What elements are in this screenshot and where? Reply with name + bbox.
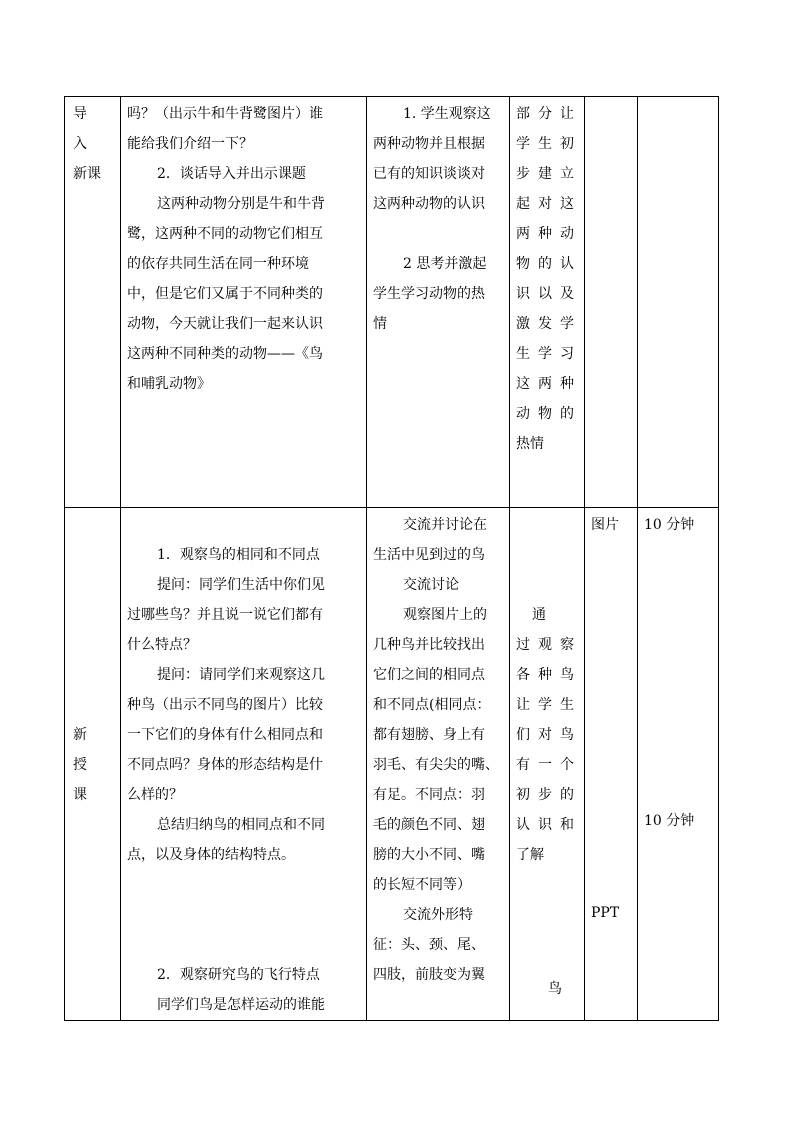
text-line: 学生学习动物的热 [373, 286, 485, 302]
student-activity-cell [367, 508, 510, 1021]
section-label-cell [65, 97, 121, 508]
text-line: 不同点吗？身体的形态结构是什 [127, 757, 323, 773]
text-line: 1. 学生观察这 [403, 106, 491, 122]
media-label: 图片 [591, 517, 619, 533]
text-line: 1．观察鸟的相同和不同点 [157, 547, 320, 563]
text-line: 步建立 [516, 166, 582, 182]
text-line: 两种动物并且根据 [373, 136, 485, 152]
text-line: 交流并讨论在 [403, 517, 487, 533]
text-line: 物的认 [516, 256, 582, 272]
text-line: 有足。不同点：羽 [373, 787, 485, 803]
section-label-line: 新课 [73, 166, 101, 182]
table-row-intro [65, 97, 719, 508]
text-line: 能给我们介绍一下？ [127, 136, 253, 152]
text-line: 动物的 [516, 406, 582, 422]
text-line: 鹭，这两种不同的动物它们相互 [127, 226, 323, 242]
text-line: 过哪些鸟？并且说一说它们都有 [127, 607, 323, 623]
time-label: 10 分钟 [644, 813, 695, 829]
text-line: 点，以及身体的结构特点。 [127, 847, 295, 863]
text-line: 种鸟（出示不同鸟的图片）比较 [127, 697, 323, 713]
text-line: 总结归纳鸟的相同点和不同 [157, 817, 325, 833]
media-label: PPT [591, 905, 620, 921]
text-line: 通 [532, 607, 546, 623]
text-line: 什么特点？ [127, 637, 197, 653]
text-line: 有一个 [516, 757, 582, 773]
text-line: 的依存共同生活在同一种环境 [127, 256, 309, 272]
text-line: 们对鸟 [516, 727, 582, 743]
text-line: 2．谈话导入并出示课题 [157, 166, 306, 182]
student-activity-cell [367, 97, 510, 508]
section-label-cell [65, 508, 121, 1021]
text-line: 2 思考并激起 [403, 256, 487, 272]
text-line: 这两种不同种类的动物——《鸟 [127, 346, 323, 362]
text-line: 生学习 [516, 346, 582, 362]
text-line: 和不同点(相同点： [373, 697, 491, 713]
text-line: 观察图片上的 [403, 607, 487, 623]
text-line: 了解 [516, 847, 544, 863]
text-line: 的长短不同等） [373, 877, 471, 893]
text-line: 几种鸟并比较找出 [373, 637, 485, 653]
text-line: 识以及 [516, 286, 582, 302]
text-line: 同学们鸟是怎样运动的谁能 [157, 997, 325, 1013]
text-line: 一下它们的身体有什么相同点和 [127, 727, 323, 743]
text-line: 两种动 [516, 226, 582, 242]
text-line: 情 [373, 316, 387, 332]
text-line: 激发学 [516, 316, 582, 332]
text-line: 交流讨论 [403, 577, 459, 593]
text-line: 提问：同学们生活中你们见 [157, 577, 325, 593]
text-line [121, 930, 366, 960]
text-line: 这两种动物的认识 [373, 196, 485, 212]
text-line: 这两种 [516, 376, 582, 392]
text-line: 鸟 [548, 981, 562, 997]
text-line: 热情 [516, 436, 544, 452]
text-line: 过观察 [516, 637, 582, 653]
text-line [121, 510, 366, 540]
media-cell [585, 508, 638, 1021]
text-line: 让学生 [516, 697, 582, 713]
text-line: 羽毛、有尖尖的嘴、 [373, 757, 499, 773]
teacher-activity-cell [121, 508, 367, 1021]
text-line: 动物，今天就让我们一起来认识 [127, 316, 323, 332]
teacher-activity-cell [121, 97, 367, 508]
text-line: 各种鸟 [516, 667, 582, 683]
text-line: 已有的知识谈谈对 [373, 166, 485, 182]
text-line [121, 870, 366, 900]
text-line [367, 219, 509, 249]
text-line: 认识和 [516, 817, 582, 833]
text-line: 和哺乳动物》 [127, 376, 211, 392]
text-line: 中，但是它们又属于不同种类的 [127, 286, 323, 302]
section-label-line: 导 入 [73, 106, 101, 152]
design-intent-cell [510, 97, 585, 508]
text-line: 生活中见到过的鸟 [373, 547, 485, 563]
section-label-line: 授 [73, 757, 87, 773]
table-row-new-lesson [65, 508, 719, 1021]
design-intent-cell [510, 508, 585, 1021]
text-line: 毛的颜色不同、翅 [373, 817, 485, 833]
text-line: 2．观察研究鸟的飞行特点 [157, 967, 320, 983]
text-line: 这两种动物分别是牛和牛背 [157, 196, 325, 212]
time-cell [638, 508, 719, 1021]
text-line: 学生初 [516, 136, 582, 152]
text-line: 交流外形特 [403, 907, 473, 923]
text-line: 膀的大小不同、嘴 [373, 847, 485, 863]
section-label-line: 新 [73, 727, 87, 743]
text-line: 部分让 [516, 106, 582, 122]
text-line: 么样的？ [127, 787, 183, 803]
section-label-line: 课 [73, 787, 87, 803]
time-label: 10 分钟 [644, 517, 695, 533]
text-line: 都有翅膀、身上有 [373, 727, 485, 743]
text-line: 吗？（出示牛和牛背鹭图片）谁 [127, 106, 323, 122]
time-cell [638, 97, 719, 508]
media-cell [585, 97, 638, 508]
text-line: 征：头、颈、尾、 [373, 937, 485, 953]
text-line: 提问：请同学们来观察这几 [157, 667, 325, 683]
text-line: 起对这 [516, 196, 582, 212]
lesson-plan-table [64, 96, 719, 1021]
text-line: 四肢，前肢变为翼 [373, 967, 485, 983]
text-line: 初步的 [516, 787, 582, 803]
text-line: 它们之间的相同点 [373, 667, 485, 683]
text-line [121, 900, 366, 930]
